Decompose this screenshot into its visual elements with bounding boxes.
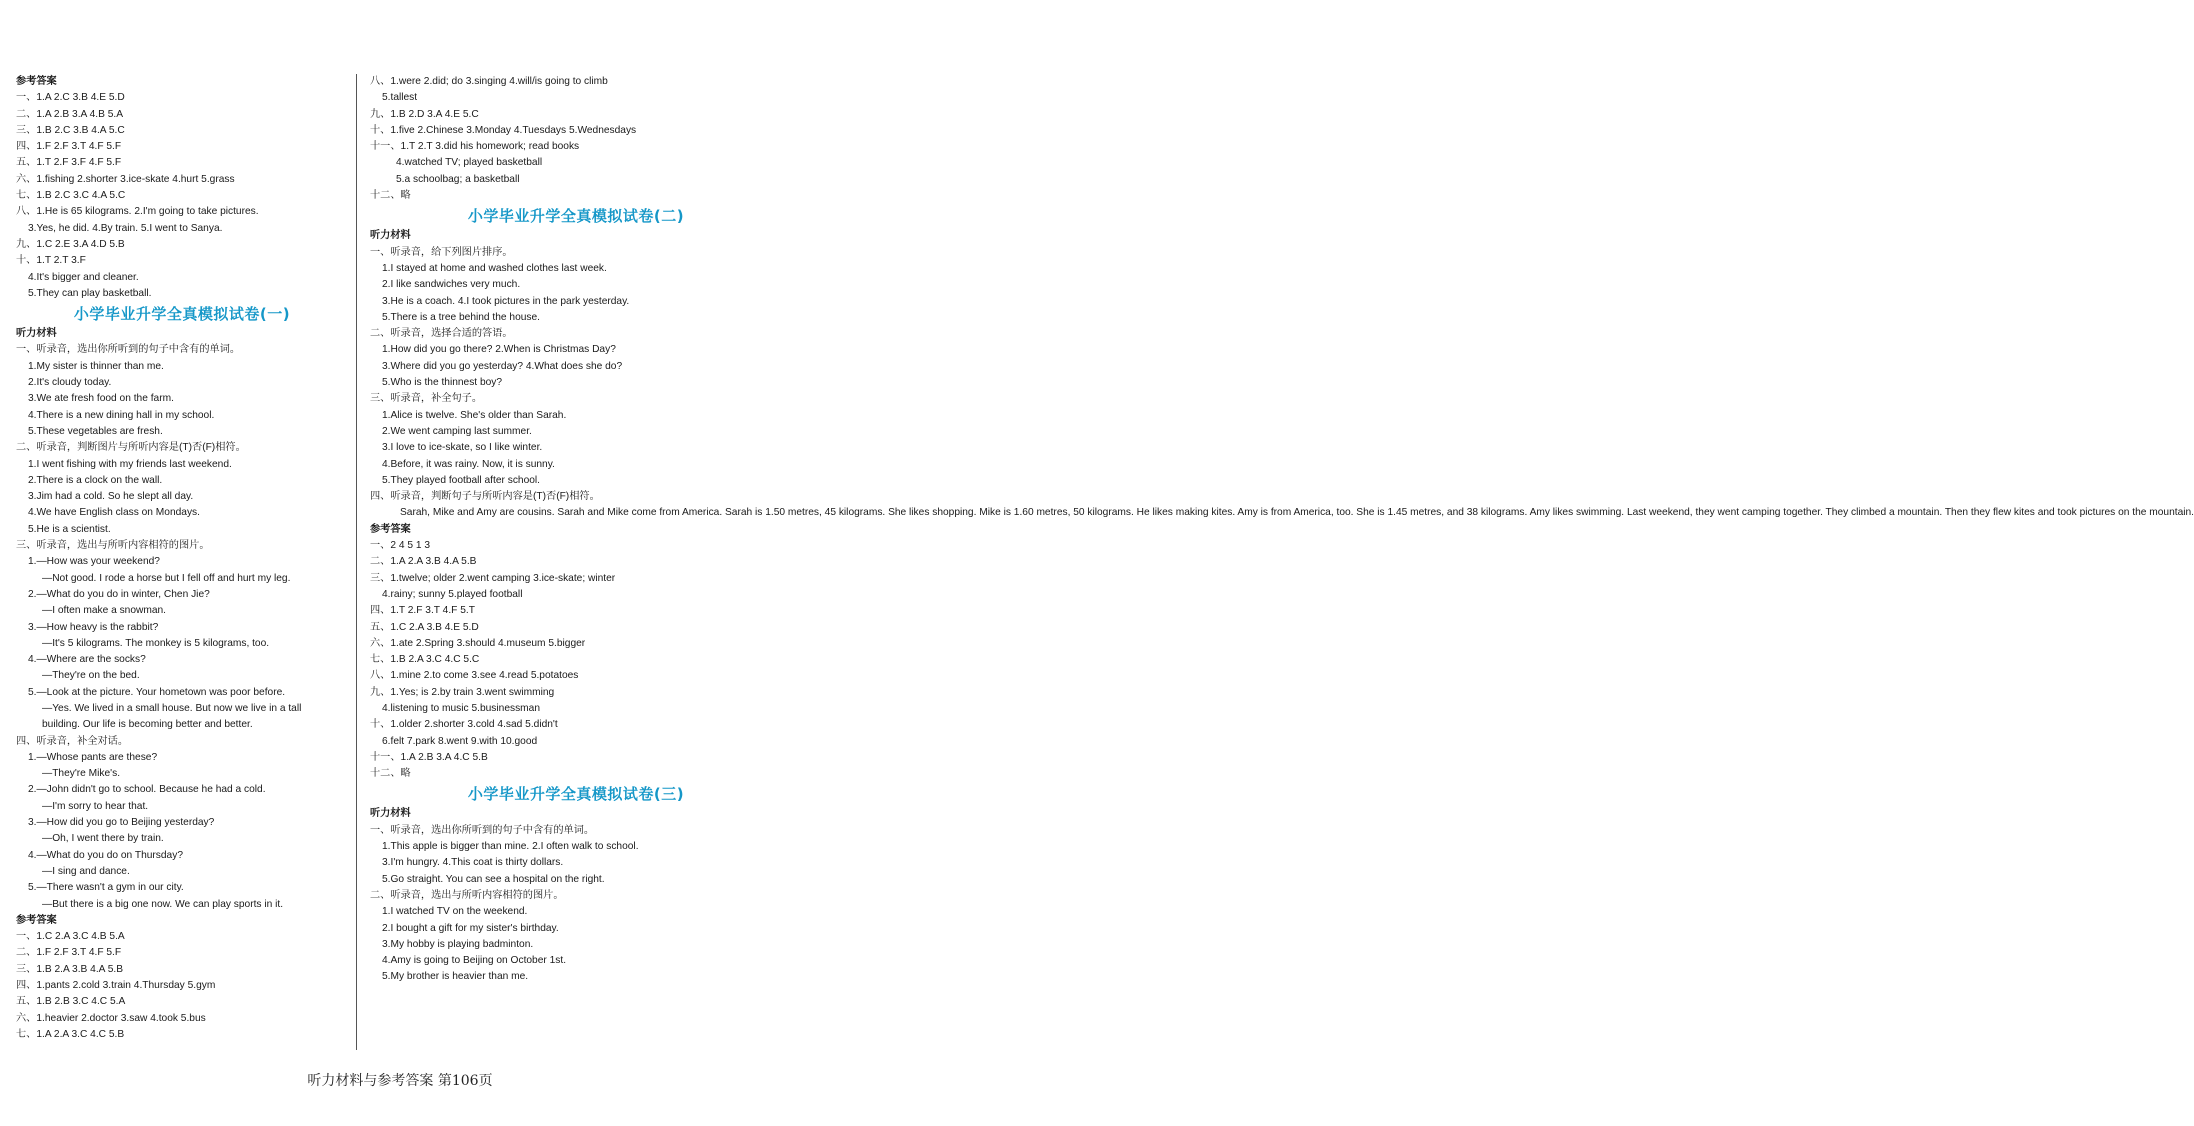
text-line: 1.—How was your weekend? <box>28 556 160 568</box>
text-line: 4.listening to music 5.businessman <box>382 702 540 714</box>
text-line: 2.We went camping last summer. <box>382 425 532 437</box>
text-line: 5.Who is the thinnest boy? <box>382 377 503 389</box>
text-line: 七、1.A 2.A 3.C 4.C 5.B <box>16 1028 125 1040</box>
text-line: 九、1.Yes; is 2.by train 3.went swimming <box>370 686 555 698</box>
text-line: —They're on the bed. <box>42 670 140 682</box>
text-line: 2.I like sandwiches very much. <box>382 279 521 291</box>
text-line: 4.Before, it was rainy. Now, it is sunny. <box>382 458 555 470</box>
text-line: 1.How did you go there? 2.When is Christmas Day? <box>382 344 616 356</box>
text-line: 5.—Look at the picture. Your hometown was poor before. <box>28 686 286 698</box>
text-line: 七、1.B 2.A 3.C 4.C 5.C <box>370 654 480 666</box>
section-title: 小学毕业升学全真模拟试卷(一) <box>73 305 291 324</box>
text-line: —Yes. We lived in a small house. But now we live in a tall <box>42 702 302 714</box>
text-line: 2.I bought a gift for my sister's birthday. <box>382 922 559 934</box>
text-line: 4.It's bigger and cleaner. <box>28 271 139 283</box>
text-line: 六、1.heavier 2.doctor 3.saw 4.took 5.bus <box>16 1012 206 1024</box>
text-line: 五、1.T 2.F 3.F 4.F 5.F <box>16 157 122 169</box>
text-line: —I sing and dance. <box>42 865 130 877</box>
text-line: —I'm sorry to hear that. <box>42 800 149 812</box>
text-line: 十二、略 <box>370 768 411 780</box>
text-line: 八、1.were 2.did; do 3.singing 4.will/is going to climb <box>370 76 608 87</box>
text-line: —But there is a big one now. We can play sports in it. <box>42 898 284 910</box>
text-line: 三、听录音，补全句子。 <box>370 393 483 405</box>
text-line: 1.I stayed at home and washed clothes last week. <box>382 262 607 274</box>
text-line: 十、1.older 2.shorter 3.cold 4.sad 5.didn't <box>370 719 558 731</box>
text-line: —Oh, I went there by train. <box>42 833 164 845</box>
text-line: 5.He is a scientist. <box>28 523 111 535</box>
text-line: 6.felt 7.park 8.went 9.with 10.good <box>382 735 538 747</box>
page-footer: 听力材料与参考答案 第106页 <box>307 1073 493 1089</box>
text-line: 4.Amy is going to Beijing on October 1st. <box>382 955 567 967</box>
text-line: 5.They played football after school. <box>382 474 541 486</box>
text-line: 五、1.B 2.B 3.C 4.C 5.A <box>16 996 126 1008</box>
text-line: 十一、1.T 2.T 3.did his homework; read books <box>370 141 580 153</box>
text-line: 八、1.mine 2.to come 3.see 4.read 5.potatoes <box>370 670 579 682</box>
text-line: 3.Jim had a cold. So he slept all day. <box>28 491 194 503</box>
text-line: 七、1.B 2.C 3.C 4.A 5.C <box>16 190 126 202</box>
text-line: 3.—How did you go to Beijing yesterday? <box>28 817 215 829</box>
left-column <box>16 74 348 1043</box>
text-line: 3.We ate fresh food on the farm. <box>28 393 174 405</box>
section-heading: 听力材料 <box>16 328 57 340</box>
text-line: 八、1.He is 65 kilograms. 2.I'm going to take pictures. <box>16 206 259 218</box>
text-line: 1.I watched TV on the weekend. <box>382 906 528 918</box>
text-line: 四、听录音，判断句子与所听内容是(T)否(F)相符。 <box>370 491 600 503</box>
section-heading: 听力材料 <box>370 230 411 242</box>
text-line: 5.These vegetables are fresh. <box>28 425 163 437</box>
text-line: 5.My brother is heavier than me. <box>382 971 529 983</box>
text-line: 六、1.fishing 2.shorter 3.ice-skate 4.hurt 5.grass <box>16 173 235 185</box>
section-heading: 参考答案 <box>16 914 57 926</box>
text-line: 一、听录音，给下列图片排序。 <box>370 246 513 258</box>
text-line: —It's 5 kilograms. The monkey is 5 kilograms, too. <box>42 637 270 649</box>
text-line: 2.—John didn't go to school. Because he had a cold. <box>28 784 266 796</box>
text-line: 2.There is a clock on the wall. <box>28 474 163 486</box>
text-line: 二、听录音，选出与所听内容相符的图片。 <box>370 889 564 901</box>
text-line: 5.Go straight. You can see a hospital on the right. <box>382 873 605 885</box>
text-line: 4.—What do you do on Thursday? <box>28 849 183 861</box>
text-line: 四、1.pants 2.cold 3.train 4.Thursday 5.gym <box>16 980 216 992</box>
text-line: 1.Alice is twelve. She's older than Sarah. <box>382 409 567 421</box>
section-title: 小学毕业升学全真模拟试卷(二) <box>467 207 685 226</box>
text-line: 1.My sister is thinner than me. <box>28 360 164 372</box>
text-line: 十二、略 <box>370 190 411 202</box>
column-divider <box>356 74 357 1050</box>
text-line: 四、1.F 2.F 3.T 4.F 5.F <box>16 141 122 153</box>
section-heading: 参考答案 <box>370 523 411 535</box>
text-line: 一、2 4 5 1 3 <box>370 540 431 552</box>
text-line: 1.This apple is bigger than mine. 2.I often walk to school. <box>382 841 639 853</box>
text-line: 一、听录音，选出你所听到的句子中含有的单词。 <box>16 344 241 356</box>
text-line: 一、1.C 2.A 3.C 4.B 5.A <box>16 931 125 943</box>
text-line: 一、听录音，选出你所听到的句子中含有的单词。 <box>370 824 595 836</box>
text-line: 2.It's cloudy today. <box>28 377 112 389</box>
text-line: 三、1.B 2.A 3.B 4.A 5.B <box>16 963 124 975</box>
text-line: 4.—Where are the socks? <box>28 654 146 666</box>
text-line: 五、1.C 2.A 3.B 4.E 5.D <box>370 621 479 633</box>
text-line: 4.We have English class on Mondays. <box>28 507 200 519</box>
text-line: 3.I love to ice-skate, so I like winter. <box>382 442 543 454</box>
text-line: 5.tallest <box>382 92 418 104</box>
text-line: 十一、1.A 2.B 3.A 4.C 5.B <box>370 751 488 763</box>
text-line: 4.There is a new dining hall in my school. <box>28 409 215 421</box>
section-heading: 参考答案 <box>16 76 57 87</box>
text-line: 二、听录音，选择合适的答语。 <box>370 328 513 340</box>
text-line: building. Our life is becoming better and better. <box>42 719 253 731</box>
text-line: 六、1.ate 2.Spring 3.should 4.museum 5.bigger <box>370 637 586 649</box>
right-column <box>370 74 2194 986</box>
text-line: 3.—How heavy is the rabbit? <box>28 621 159 633</box>
section-title: 小学毕业升学全真模拟试卷(三) <box>467 785 685 804</box>
text-line: 三、1.B 2.C 3.B 4.A 5.C <box>16 124 125 136</box>
section-heading: 听力材料 <box>370 808 411 820</box>
text-line: —I often make a snowman. <box>42 605 167 617</box>
text-line: 3.Where did you go yesterday? 4.What does she do? <box>382 360 623 372</box>
text-line: 十、1.T 2.T 3.F <box>16 255 86 267</box>
text-line: 四、1.T 2.F 3.T 4.F 5.T <box>370 605 475 617</box>
text-line: 九、1.C 2.E 3.A 4.D 5.B <box>16 238 125 250</box>
text-line: 十、1.five 2.Chinese 3.Monday 4.Tuesdays 5.Wednesdays <box>370 124 637 136</box>
text-line: 3.Yes, he did. 4.By train. 5.I went to Sanya. <box>28 222 223 234</box>
text-line: 二、听录音，判断图片与所听内容是(T)否(F)相符。 <box>16 442 246 454</box>
text-line: 3.He is a coach. 4.I took pictures in the park yesterday. <box>382 295 630 307</box>
text-line: 2.—What do you do in winter, Chen Jie? <box>28 588 210 600</box>
text-line: 1.—Whose pants are these? <box>28 751 158 763</box>
text-line: 二、1.F 2.F 3.T 4.F 5.F <box>16 947 122 959</box>
text-line: 4.watched TV; played basketball <box>396 157 543 169</box>
text-line: 5.—There wasn't a gym in our city. <box>28 882 184 894</box>
text-line: 三、1.twelve; older 2.went camping 3.ice-skate; winter <box>370 572 616 584</box>
text-line: 3.My hobby is playing badminton. <box>382 938 534 950</box>
text-line: —Not good. I rode a horse but I fell off and hurt my leg. <box>42 572 291 584</box>
text-line: 1.I went fishing with my friends last weekend. <box>28 458 232 470</box>
text-line: Sarah, Mike and Amy are cousins. Sarah and Mike come from America. Sarah is 1.50 metres, 45 kilograms. She likes shopping. Mike is 1.60 metres, 50 kilograms. He likes making kites. Amy is from America, too. She is 1.45 metres, and 38 kilograms. Amy likes swimming. Last weekend, they went camping together. They climbed a mountain. Then they flew kites and took pictures on the mountain. <box>400 507 2194 519</box>
text-line: 4.rainy; sunny 5.played football <box>382 588 523 600</box>
text-line: 九、1.B 2.D 3.A 4.E 5.C <box>370 108 479 120</box>
text-line: 5.a schoolbag; a basketball <box>396 173 520 185</box>
text-line: 二、1.A 2.B 3.A 4.B 5.A <box>16 108 124 120</box>
text-line: 二、1.A 2.A 3.B 4.A 5.B <box>370 556 477 568</box>
text-line: 三、听录音，选出与所听内容相符的图片。 <box>16 540 210 552</box>
text-line: —They're Mike's. <box>42 768 121 780</box>
text-line: 一、1.A 2.C 3.B 4.E 5.D <box>16 92 125 104</box>
text-line: 5.There is a tree behind the house. <box>382 311 541 323</box>
text-line: 5.They can play basketball. <box>28 287 152 299</box>
text-line: 四、听录音，补全对话。 <box>16 735 129 747</box>
text-line: 3.I'm hungry. 4.This coat is thirty dollars. <box>382 857 564 869</box>
